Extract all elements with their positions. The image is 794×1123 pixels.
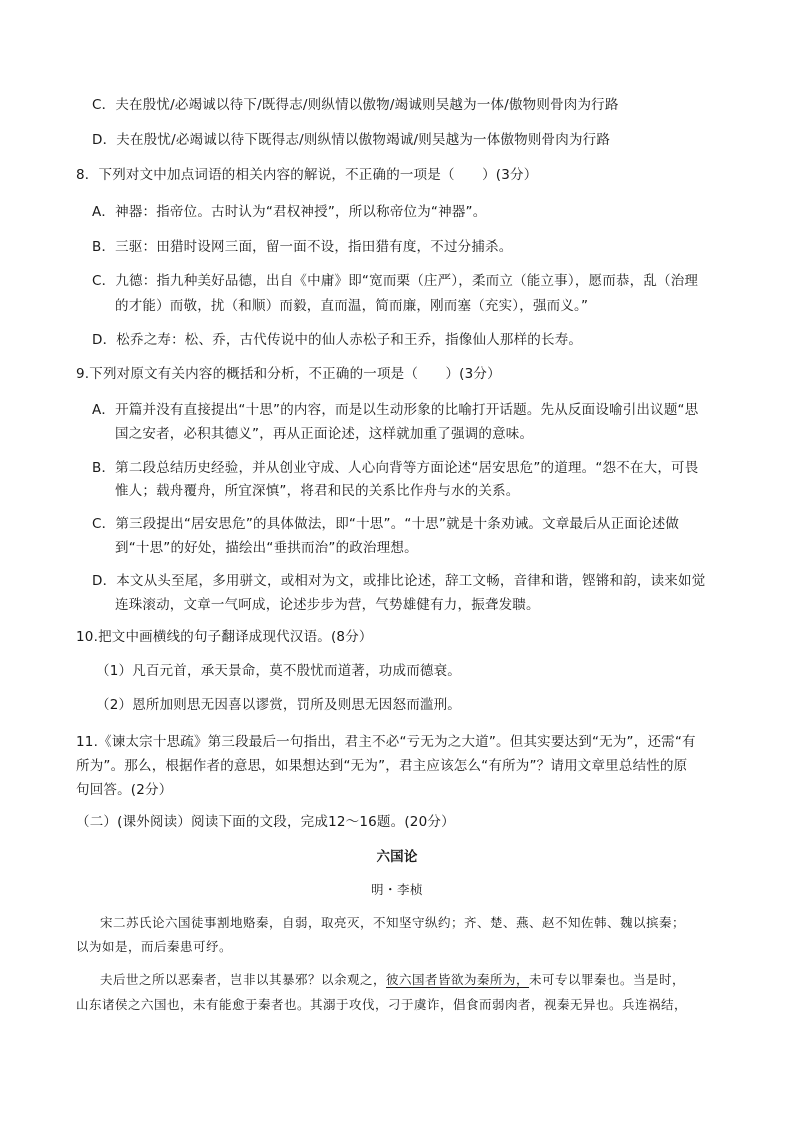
section-2-heading: （二）(课外阅读）阅读下面的文段，完成12～16题。(20分） [76, 814, 455, 830]
q7-option-d: D．夫在殷忧/必竭诚以待下既得志/则纵情以傲物竭诚/则吴越为一体傲物则骨肉为行路 [92, 132, 611, 148]
q9-option-a-line2: 国之安者，必积其德义”，再从正面论述，这样就加重了强调的意味。 [115, 426, 534, 442]
q8-option-c-line1: C．九德：指九种美好品德，出自《中庸》即“宽而栗（庄严），柔而立（能立事），愿而恭，乱（治理 [92, 273, 699, 289]
q10-stem: 10.把文中画横线的句子翻译成现代汉语。(8分） [76, 629, 373, 645]
q10-sentence-1: （1）凡百元首，承天景命，莫不殷忧而道著，功成而德衰。 [96, 663, 461, 679]
q11-line2: 所为”。那么，根据作者的意思，如果想达到“无为”，君主应该怎么“有所为”？请用文章里总结性的原 [76, 758, 688, 774]
q9-option-c-line2: 到“十思”的好处，描绘出“垂拱而治”的政治理想。 [115, 540, 418, 556]
q9-option-c-line1: C．第三段提出“居安思危”的具体做法，即“十思”。“十思”就是十条劝诫。文章最后从正面论述做 [92, 516, 680, 532]
q9-option-d-line1: D．本文从头至尾，多用骈文，或相对为文，或排比论述，辞工文畅，音律和谐，铿锵和韵，读来如觉 [92, 573, 706, 589]
essay-para2-line2: 山东诸侯之六国也，未有能愈于秦者也。其溺于攻伐，刁于虞诈，倡食而弱肉者，视秦无异也。兵连祸结， [76, 997, 688, 1012]
q7-option-c: C．夫在殷忧/必竭诚以待下/既得志/则纵情以傲物/竭诚则吴越为一体/傲物则骨肉为行路 [92, 97, 619, 113]
q11-line3: 句回答。(2分） [76, 782, 173, 798]
q8-option-b: B．三驱：田猎时设网三面，留一面不设，指田猎有度，不过分捕杀。 [92, 239, 513, 255]
q11-line1: 11.《谏太宗十思疏》第三段最后一句指出，君主不必“亏无为之大道”。但其实要达到“无为”，还需“有 [76, 734, 696, 750]
q9-option-a-line1: A．开篇并没有直接提出“十思”的内容，而是以生动形象的比喻打开话题。先从反面设喻引出议题“思 [92, 402, 699, 418]
q10-sentence-2: （2）恩所加则思无因喜以谬赏，罚所及则思无因怒而滥刑。 [96, 697, 461, 713]
q8-option-a: A．神器：指帝位。古时认为“君权神授”，所以称帝位为“神器”。 [92, 204, 487, 220]
essay-para2-line1 [100, 970, 685, 990]
essay-para1-line1: 宋二苏氏论六国徒事割地赂秦，自弱，取亮灭，不知坚守纵约；齐、楚、燕、赵不知佐韩、魏以摈秦； [100, 915, 686, 930]
q8-option-c-line2: 的才能）而敬，扰（和顺）而毅，直而温，简而廉，刚而塞（充实），强而义。” [115, 298, 589, 314]
q8-stem: 8．下列对文中加点词语的相关内容的解说，不正确的一项是（ ）(3分） [76, 167, 538, 183]
q9-option-b-line2: 惟人；载舟覆舟，所宜深慎”，将君和民的关系比作舟与水的关系。 [115, 483, 520, 499]
essay-para2-underlined: 彼六国者皆欲为秦所为， [386, 972, 530, 987]
essay-author: 明・李桢 [370, 882, 423, 897]
q8-option-d: D．松乔之寿：松、乔，古代传说中的仙人赤松子和王乔，指像仙人那样的长寿。 [92, 332, 583, 348]
q9-option-d-line2: 连珠滚动，文章一气呵成，论述步步为营，气势雄健有力，振聋发聩。 [115, 597, 540, 613]
q9-option-b-line1: B．第二段总结历史经验，并从创业守成、人心向背等方面论述“居安思危”的道理。“怨不在大，可畏 [92, 460, 699, 476]
essay-title: 六国论 [376, 849, 418, 865]
q9-stem: 9.下列对原文有关内容的概括和分析，不正确的一项是（ ）(3分） [76, 366, 501, 382]
essay-para2-text-b: 未可专以罪秦也。当是时， [529, 972, 686, 987]
essay-para1-line2: 以为如是，而后秦患可纾。 [76, 939, 233, 954]
essay-para2-text-a: 夫后世之所以恶秦者，岂非以其暴邪？以余观之， [100, 972, 387, 987]
